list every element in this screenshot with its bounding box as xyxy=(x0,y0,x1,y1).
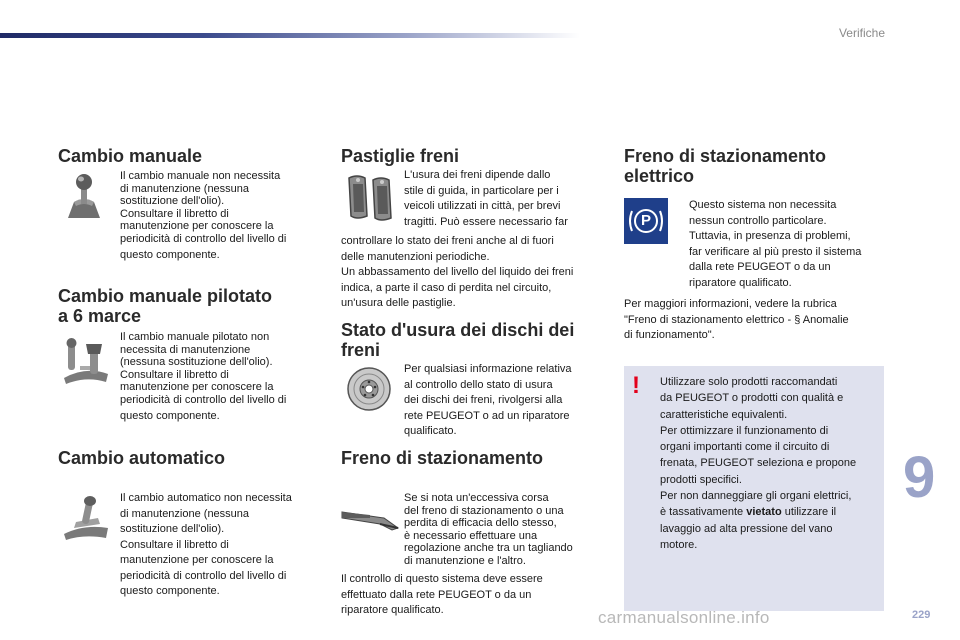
text-line: Il cambio manuale non necessita xyxy=(120,170,281,182)
text-line: necessita di manutenzione xyxy=(120,343,251,356)
chapter-number: 9 xyxy=(903,445,936,510)
text-cambio-automatico xyxy=(120,491,325,600)
text-pastiglie-side xyxy=(404,168,604,230)
text-line: Il controllo di questo sistema deve essere xyxy=(341,573,543,585)
text-line: L'usura dei freni dipende dallo xyxy=(404,169,551,181)
paddle-shift-icon xyxy=(60,336,112,386)
text-line: Utilizzare solo prodotti raccomandati xyxy=(660,376,838,388)
text-line: di manutenzione (nessuna xyxy=(120,182,250,195)
text-line: manutenzione per conoscere la xyxy=(120,554,274,566)
text-line: sostituzione dell'olio). xyxy=(120,523,225,535)
text-line: Consultare il libretto di xyxy=(120,368,229,381)
text-cambio-manuale xyxy=(120,170,320,261)
text-line: controllare lo stato dei freni anche al di fuori xyxy=(341,235,554,247)
text-line: manutenzione per conoscere la xyxy=(120,220,274,233)
text-line: prodotti specifici. xyxy=(660,473,742,486)
parking-brake-letter: P xyxy=(640,212,651,229)
brake-pads-icon xyxy=(345,172,395,224)
text-line: motore. xyxy=(660,538,698,551)
text-line: riparatore qualificato. xyxy=(689,276,792,289)
handbrake-lever-icon xyxy=(340,502,400,532)
heading-line: Cambio manuale pilotato xyxy=(58,286,273,306)
text-line: periodicità di controllo del livello di xyxy=(120,232,287,245)
text-line: lavaggio ad alta pressione del vano xyxy=(660,522,833,535)
text-span: utilizzare il xyxy=(781,506,837,519)
text-line: rete PEUGEOT o ad un riparatore xyxy=(404,409,570,422)
text-line: stile di guida, in particolare per i xyxy=(404,184,559,197)
text-line: frenata, PEUGEOT seleziona e propone xyxy=(660,457,857,470)
text-freno-elettrico-side xyxy=(689,198,889,291)
text-line: indica, a parte il caso di perdita nel circuito, xyxy=(341,281,552,294)
text-stato-dischi xyxy=(404,362,604,440)
text-line: qualificato. xyxy=(404,425,457,437)
brake-disc-icon xyxy=(346,366,392,412)
text-line: questo componente. xyxy=(120,248,220,261)
text-line: veicoli utilizzati in città, per brevi xyxy=(404,200,561,212)
text-line: sostituzione dell'olio). xyxy=(120,195,225,208)
text-freno-full xyxy=(341,572,606,619)
text-pastiglie-full xyxy=(341,234,606,312)
text-line: Un abbassamento del livello del liquido dei freni xyxy=(341,266,574,278)
text-line: caratteristiche equivalenti. xyxy=(660,408,788,421)
text-line: tragitti. Può essere necessario far xyxy=(404,215,568,228)
text-line: (nessuna sostituzione dell'olio). xyxy=(120,356,273,369)
text-line: questo componente. xyxy=(120,585,220,597)
text-line: Tuttavia, in presenza di problemi, xyxy=(689,230,851,242)
text-line: "Freno di stazionamento elettrico - § Anomalie xyxy=(624,313,849,326)
text-span: è tassativamente xyxy=(660,506,747,519)
text-line: nessun controllo particolare. xyxy=(689,214,827,227)
text-line: periodicità di controllo del livello di xyxy=(120,393,287,406)
heading-freno-stazionamento: Freno di stazionamento xyxy=(341,448,544,468)
text-freno-side xyxy=(404,492,609,568)
text-line: organi importanti come il circuito di xyxy=(660,441,830,454)
text-line: questo componente. xyxy=(120,409,220,422)
heading-stato-dischi xyxy=(341,320,574,360)
text-line: da PEUGEOT o prodotti con qualità e xyxy=(660,392,844,405)
text-line: Per maggiori informazioni, vedere la rubrica xyxy=(624,298,837,310)
text-line: manutenzione per conoscere la xyxy=(120,381,274,394)
text-line: Consultare il libretto di xyxy=(120,207,229,220)
text-line: delle manutenzioni periodiche. xyxy=(341,250,490,263)
header-rule xyxy=(0,33,580,38)
text-line: dei dischi dei freni, rivolgersi alla xyxy=(404,394,563,406)
text-line: periodicità di controllo del livello di xyxy=(120,569,287,582)
text-warning xyxy=(660,374,882,553)
text-line: perdita di efficacia dello stesso, xyxy=(404,517,557,530)
heading-cambio-pilotato xyxy=(58,286,272,326)
heading-line: Freno di stazionamento xyxy=(624,146,827,166)
text-line: riparatore qualificato. xyxy=(341,604,444,616)
text-freno-elettrico-full xyxy=(624,297,889,344)
text-line: di funzionamento". xyxy=(624,329,715,341)
bold-word: vietato xyxy=(746,506,782,519)
heading-cambio-automatico: Cambio automatico xyxy=(58,448,226,468)
text-line: di manutenzione (nessuna xyxy=(120,507,250,520)
text-line: effettuato dalla rete PEUGEOT o da un xyxy=(341,588,532,601)
manual-gearstick-icon xyxy=(62,172,106,222)
automatic-gear-selector-icon xyxy=(60,494,112,542)
text-line: è necessario effettuare una xyxy=(404,529,538,542)
text-line: regolazione anche tra un tagliando xyxy=(404,542,573,555)
text-line: un'usura delle pastiglie. xyxy=(341,297,456,309)
text-line: far verificare al più presto il sistema xyxy=(689,245,862,258)
text-line: al controllo dello stato di usura xyxy=(404,378,553,391)
text-line-bold xyxy=(660,504,882,520)
text-line: Il cambio automatico non necessita xyxy=(120,492,292,504)
text-line: Per non danneggiare gli organi elettrici, xyxy=(660,490,852,503)
text-line: Il cambio manuale pilotato non xyxy=(120,331,270,343)
heading-cambio-manuale: Cambio manuale xyxy=(58,146,203,166)
heading-line: Stato d'usura dei dischi dei xyxy=(341,320,575,340)
text-line: Consultare il libretto di xyxy=(120,538,229,551)
watermark: carmanualsonline.info xyxy=(598,608,770,627)
text-line: Se si nota un'eccessiva corsa xyxy=(404,492,549,504)
heading-freno-elettrico xyxy=(624,146,826,186)
warning-mark: ! xyxy=(632,372,640,399)
text-cambio-pilotato xyxy=(120,331,320,422)
text-line: Per ottimizzare il funzionamento di xyxy=(660,424,829,437)
text-line: di manutenzione e l'altro. xyxy=(404,554,526,567)
text-line: dalla rete PEUGEOT o da un xyxy=(689,261,831,273)
section-title: Verifiche xyxy=(838,26,885,40)
heading-line: a 6 marce xyxy=(58,306,142,326)
heading-line: elettrico xyxy=(624,166,695,186)
text-line: del freno di stazionamento o una xyxy=(404,504,564,517)
heading-line: freni xyxy=(341,340,381,360)
electric-parking-brake-icon xyxy=(624,198,668,244)
page-number: 229 xyxy=(912,609,931,621)
heading-pastiglie-freni: Pastiglie freni xyxy=(341,146,460,166)
text-line: Questo sistema non necessita xyxy=(689,199,837,211)
text-line: Per qualsiasi informazione relativa xyxy=(404,363,572,375)
